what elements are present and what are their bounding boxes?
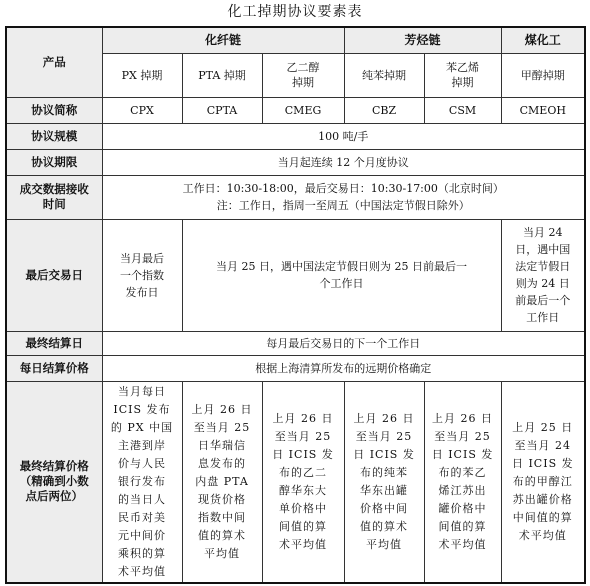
code-bz: CBZ	[344, 97, 424, 123]
final-price-px: 当月每日 ICIS 发布 的 PX 中国 主港到岸 价与人民 银行发布 的当日人 民币对美 元中间价 乘积的算 术平均值	[102, 381, 182, 583]
row-label-last-trading-day: 最后交易日	[6, 219, 102, 331]
final-settlement-day-value: 每月最后交易日的下一个工作日	[102, 331, 585, 355]
code-meg: CMEG	[262, 97, 344, 123]
period-value: 当月起连续 12 个月度协议	[102, 149, 585, 175]
group-coal-chemical: 煤化工	[501, 27, 585, 53]
data-time-value: 工作日：10:30-18:00，最后交易日：10:30-17:00（北京时间） 注：工作日，指周一至周五（中国法定节假日除外）	[102, 175, 585, 219]
last-trading-day-mid: 当月 25 日，遇中国法定节假日则为 25 日前最后一 个工作日	[182, 219, 501, 331]
product-pta: PTA 掉期	[182, 53, 262, 97]
last-trading-day-px: 当月最后 一个指数 发布日	[102, 219, 182, 331]
final-price-sm: 上月 26 日 至当月 25 日 ICIS 发 布的苯乙 烯江苏出 罐价格中 间值的算 术平均值	[424, 381, 501, 583]
product-header: 产品	[6, 27, 102, 97]
row-label-scale: 协议规模	[6, 123, 102, 149]
row-label-code: 协议简称	[6, 97, 102, 123]
code-meoh: CMEOH	[501, 97, 585, 123]
code-sm: CSM	[424, 97, 501, 123]
final-price-pta: 上月 26 日 至当月 25 日华瑞信 息发布的 内盘 PTA 现货价格 指数中间 值的算术 平均值	[182, 381, 262, 583]
daily-settlement-price-value: 根据上海清算所发布的远期价格确定	[102, 355, 585, 381]
code-pta: CPTA	[182, 97, 262, 123]
page-title: 化工掉期协议要素表	[227, 4, 363, 20]
code-px: CPX	[102, 97, 182, 123]
product-meoh: 甲醇掉期	[501, 53, 585, 97]
last-trading-day-meoh: 当月 24 日，遇中国 法定节假日 则为 24 日 前最后一个 工作日	[501, 219, 585, 331]
product-sm: 苯乙烯 掉期	[424, 53, 501, 97]
group-aromatics-chain: 芳烃链	[344, 27, 501, 53]
row-label-data-time: 成交数据接收 时间	[6, 175, 102, 219]
final-price-meg: 上月 26 日 至当月 25 日 ICIS 发 布的乙二 醇华东大 单价格中 间值的算 术平均值	[262, 381, 344, 583]
row-label-final-settlement-price: 最终结算价格 （精确到小数 点后两位）	[6, 381, 102, 583]
row-label-final-settlement-day: 最终结算日	[6, 331, 102, 355]
group-fiber-chain: 化纤链	[102, 27, 344, 53]
product-px: PX 掉期	[102, 53, 182, 97]
row-label-period: 协议期限	[6, 149, 102, 175]
row-label-daily-settlement-price: 每日结算价格	[6, 355, 102, 381]
swap-terms-table	[5, 26, 586, 584]
product-bz: 纯苯掉期	[344, 53, 424, 97]
final-price-bz: 上月 26 日 至当月 25 日 ICIS 发 布的纯苯 华东出罐 价格中间 值的算术 平均值	[344, 381, 424, 583]
product-meg: 乙二醇 掉期	[262, 53, 344, 97]
scale-value: 100 吨/手	[102, 123, 585, 149]
final-price-meoh: 上月 25 日 至当月 24 日 ICIS 发 布的甲醇江 苏出罐价格 中间值的算 术平均值	[501, 381, 585, 583]
